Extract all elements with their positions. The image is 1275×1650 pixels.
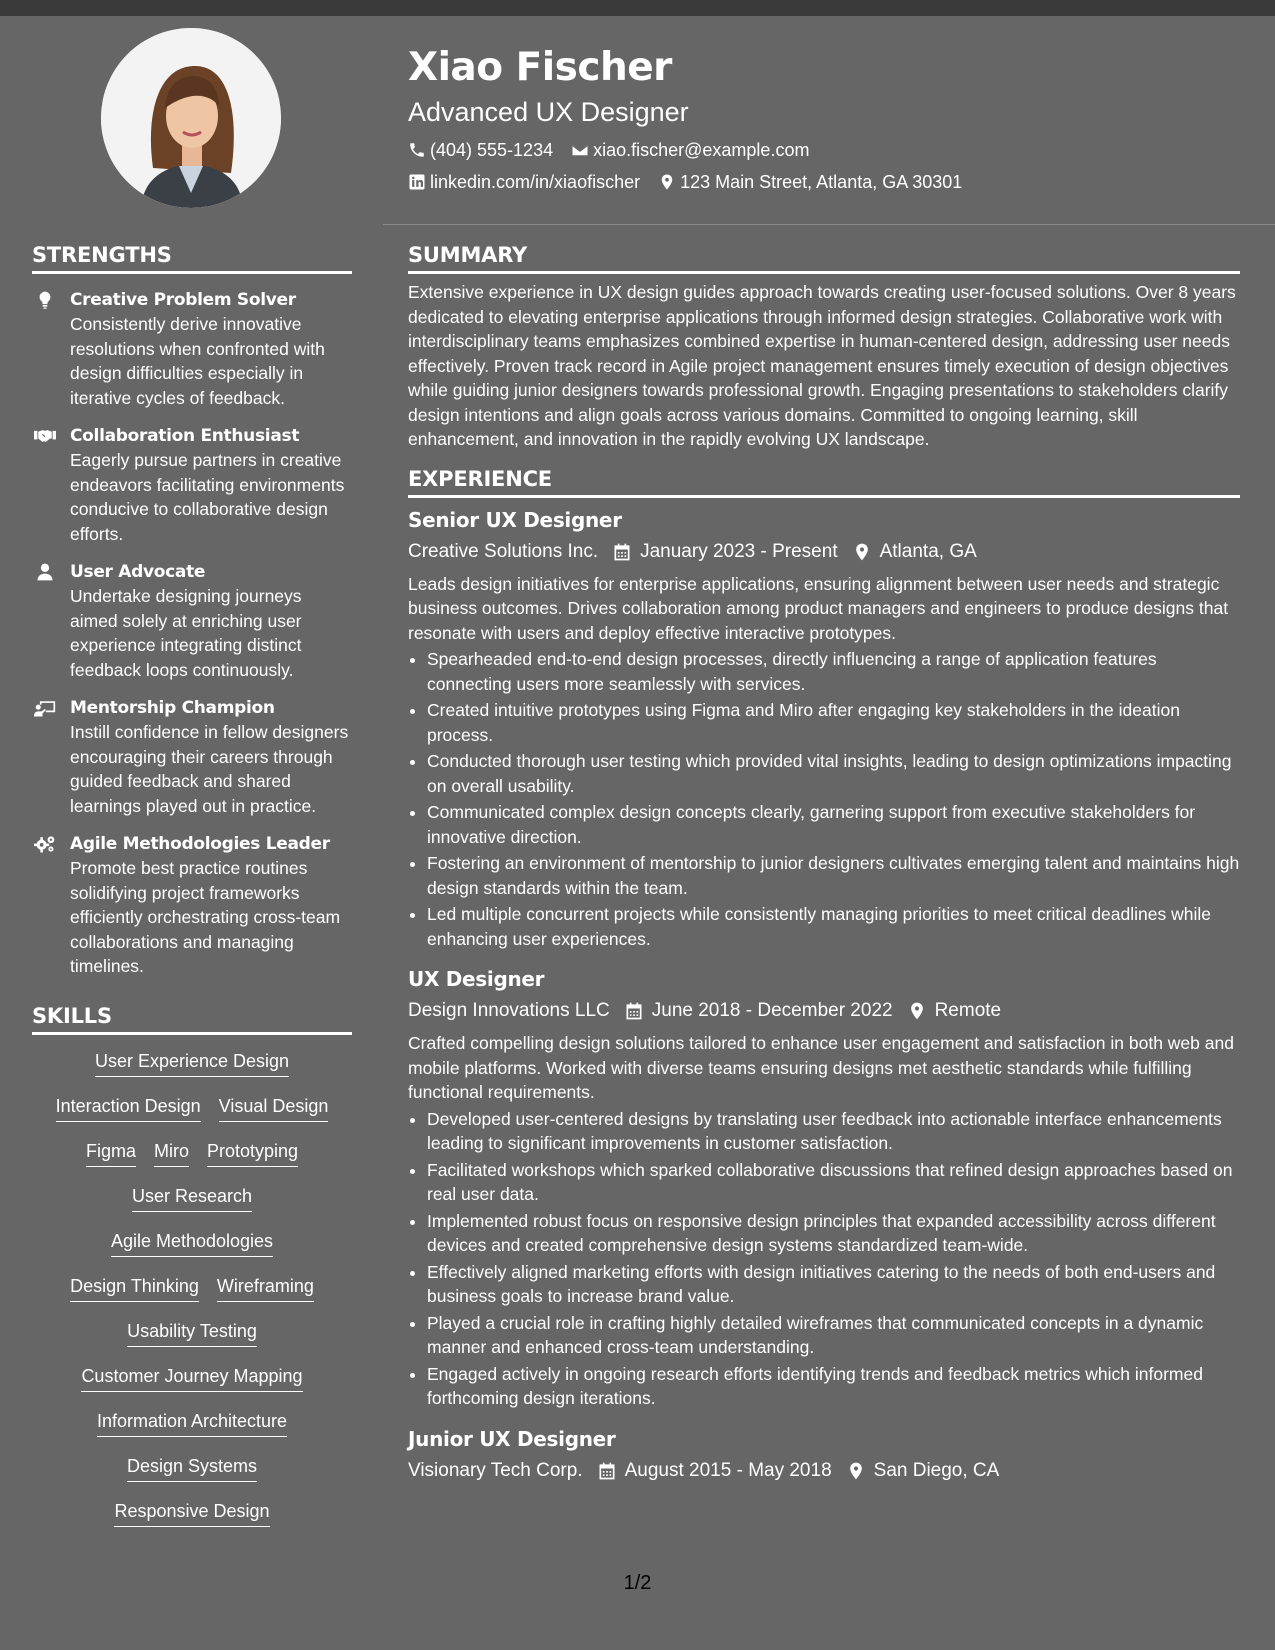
job-bullet: • Effectively aligned marketing efforts with design initiatives catering to the needs of both end-users and business goals to increase brand value. (427, 1260, 1240, 1309)
user-icon (34, 562, 56, 582)
strength-item (32, 424, 352, 546)
job-bullets (408, 1107, 1240, 1411)
job-dates: June 2018 - December 2022 (651, 1000, 893, 1021)
page-number: 1/2 (623, 1572, 652, 1594)
skill-tag: Prototyping (207, 1139, 298, 1167)
header-divider (383, 224, 1275, 225)
calendar-icon (597, 1461, 617, 1481)
address-contact (658, 170, 962, 194)
job-company: Visionary Tech Corp. (408, 1459, 583, 1481)
job-bullet: • Communicated complex design concepts clearly, garnering support from executive stakeholders for innovative direction. (427, 800, 1240, 849)
contact-row-1 (408, 138, 1238, 162)
job-bullet: • Developed user-centered designs by translating user feedback into actionable interface enhancements leading to significant improvements in customer satisfaction. (427, 1107, 1240, 1156)
map-pin-icon (846, 1461, 866, 1481)
map-pin-icon (658, 173, 676, 191)
job-bullet: • Played a crucial role in crafting highly detailed wireframes that communicated concepts in a dynamic manner and enhanced cross-team understanding. (427, 1311, 1240, 1360)
job-entry (408, 506, 1240, 952)
handshake-icon (34, 426, 56, 446)
skill-tag: Miro (154, 1139, 189, 1167)
skills-heading: SKILLS (32, 1001, 352, 1035)
strengths-heading: STRENGTHS (32, 240, 352, 274)
job-bullet: • Implemented robust focus on responsive design principles that expanded accessibility across different devices and created comprehensive design systems standardized team-wide. (427, 1209, 1240, 1258)
job-bullets (408, 647, 1240, 951)
envelope-icon (571, 141, 589, 159)
strength-item (32, 288, 352, 410)
job-description: Leads design initiatives for enterprise applications, ensuring alignment between user needs and strategic business outcomes. Drives collaboration among product managers and engineers to produce designs that resonate with users and deploy effective interactive prototypes. (408, 573, 1229, 643)
job-bullet: • Led multiple concurrent projects while consistently managing priorities to meet critical deadlines while enhancing user experiences. (427, 902, 1240, 951)
gears-icon (34, 834, 56, 854)
strength-description: Instill confidence in fellow designers encouraging their careers through guided feedback and shared learnings played out in practice. (70, 722, 349, 816)
top-bar (0, 0, 1275, 16)
job-meta (408, 997, 1240, 1025)
skill-tag: User Research (132, 1184, 252, 1212)
linkedin-contact[interactable] (408, 170, 640, 194)
strength-item (32, 696, 352, 818)
strength-description: Eagerly pursue partners in creative endeavors facilitating environments conducive to collaborative design efforts. (70, 450, 345, 544)
skill-tag: Design Thinking (70, 1274, 199, 1302)
strength-description: Promote best practice routines solidifying project frameworks efficiently orchestrating cross-team collaborations and managing timelines. (70, 858, 341, 976)
job-description: Crafted compelling design solutions tailored to enhance user engagement and satisfaction in both web and mobile platforms. Worked with diverse teams ensuring designs met aesthetic standards while fulfilling functional requirements. (408, 1033, 1234, 1102)
strength-title: User Advocate (70, 562, 206, 582)
job-company: Creative Solutions Inc. (408, 540, 599, 562)
map-pin-icon (907, 1001, 927, 1021)
summary-heading: SUMMARY (408, 240, 1240, 274)
skill-tag: User Experience Design (95, 1049, 289, 1077)
job-bullet: • Facilitated workshops which sparked collaborative discussions that refined design approaches based on real user data. (427, 1158, 1240, 1207)
job-dates: August 2015 - May 2018 (624, 1459, 832, 1481)
skill-tag: Agile Methodologies (111, 1229, 273, 1257)
strength-title: Agile Methodologies Leader (70, 834, 330, 854)
job-bullet: • Conducted thorough user testing which provided vital insights, leading to design optimizations impacting on overall usability. (427, 749, 1240, 798)
job-location: Remote (934, 1000, 1002, 1021)
job-company: Design Innovations LLC (408, 1000, 610, 1021)
left-column (32, 240, 352, 1536)
job-bullet: • Fostering an environment of mentorship to junior designers cultivates emerging talent and maintains high design standards within the team. (427, 851, 1240, 900)
strength-title: Mentorship Champion (70, 698, 275, 718)
job-meta (408, 538, 1240, 566)
address-text: 123 Main Street, Atlanta, GA 30301 (680, 172, 963, 192)
calendar-icon (612, 542, 632, 562)
strength-title: Creative Problem Solver (70, 290, 296, 310)
summary-text: Extensive experience in UX design guides approach towards creating user-focused solutions. Over 8 years dedicated to elevating enterprise applications through informed design strategies. Collaborative work with interdisciplinary teams emphasizes combined expertise in human-centered design, addressing user needs effectively. Proven track record in Agile project management ensures timely execution of design objectives while guiding junior designers towards professional growth. Engaging presentations to stakeholders clarify design intentions and align goals across various domains. Committed to ongoing learning, skill enhancement, and innovation in the rapidly evolving UX landscape. (408, 282, 1236, 449)
phone-contact[interactable] (408, 138, 553, 162)
strength-item (32, 832, 352, 979)
right-column (408, 240, 1240, 1485)
skill-tag: Interaction Design (56, 1094, 201, 1122)
skill-tag: Figma (86, 1139, 136, 1167)
linkedin-text: linkedin.com/in/xiaofischer (430, 172, 641, 192)
job-role: Senior UX Designer (408, 507, 622, 532)
experience-heading: EXPERIENCE (408, 464, 1240, 498)
job-bullet: • Created intuitive prototypes using Figma and Miro after engaging key stakeholders in the ideation process. (427, 698, 1240, 747)
email-text: xiao.fischer@example.com (593, 140, 810, 160)
job-entry (408, 965, 1240, 1411)
job-role: Junior UX Designer (408, 1426, 616, 1451)
map-pin-icon (852, 542, 872, 562)
skill-tag: Design Systems (127, 1454, 257, 1482)
candidate-title: Advanced UX Designer (408, 97, 689, 127)
calendar-icon (624, 1001, 644, 1021)
skill-tag: Responsive Design (114, 1499, 269, 1527)
skills-list (32, 1041, 352, 1536)
strength-description: Undertake designing journeys aimed solely at enriching user experience integrating distinct feedback loops continuously. (70, 586, 302, 680)
job-meta (408, 1457, 1240, 1485)
job-role: UX Designer (408, 967, 545, 991)
skill-tag: Usability Testing (127, 1319, 257, 1347)
skill-tag: Information Architecture (97, 1409, 287, 1437)
strength-item (32, 560, 352, 682)
strength-title: Collaboration Enthusiast (70, 426, 300, 446)
phone-icon (408, 141, 426, 159)
job-dates: January 2023 - Present (640, 540, 838, 562)
phone-text: (404) 555-1234 (430, 140, 554, 160)
job-location: San Diego, CA (873, 1459, 1000, 1481)
chalkboard-teacher-icon (34, 698, 56, 718)
email-contact[interactable] (571, 138, 809, 162)
skill-tag: Wireframing (217, 1274, 314, 1302)
job-bullet: • Spearheaded end-to-end design processes, directly influencing a range of application features connecting users more seamlessly with services. (427, 647, 1240, 696)
skill-tag: Customer Journey Mapping (81, 1364, 302, 1392)
profile-photo (101, 28, 281, 208)
job-location: Atlanta, GA (879, 540, 977, 562)
linkedin-icon (408, 173, 426, 191)
strength-description: Consistently derive innovative resolutions when confronted with design difficulties especially in iterative cycles of feedback. (70, 314, 325, 408)
lightbulb-icon (34, 290, 56, 310)
candidate-name: Xiao Fischer (408, 45, 672, 90)
job-bullet: • Engaged actively in ongoing research efforts identifying trends and feedback metrics which informed forthcoming design iterations. (427, 1362, 1240, 1411)
resume-header (408, 40, 1238, 194)
skill-tag: Visual Design (219, 1094, 329, 1122)
contact-row-2 (408, 170, 1238, 194)
job-entry (408, 1425, 1240, 1485)
